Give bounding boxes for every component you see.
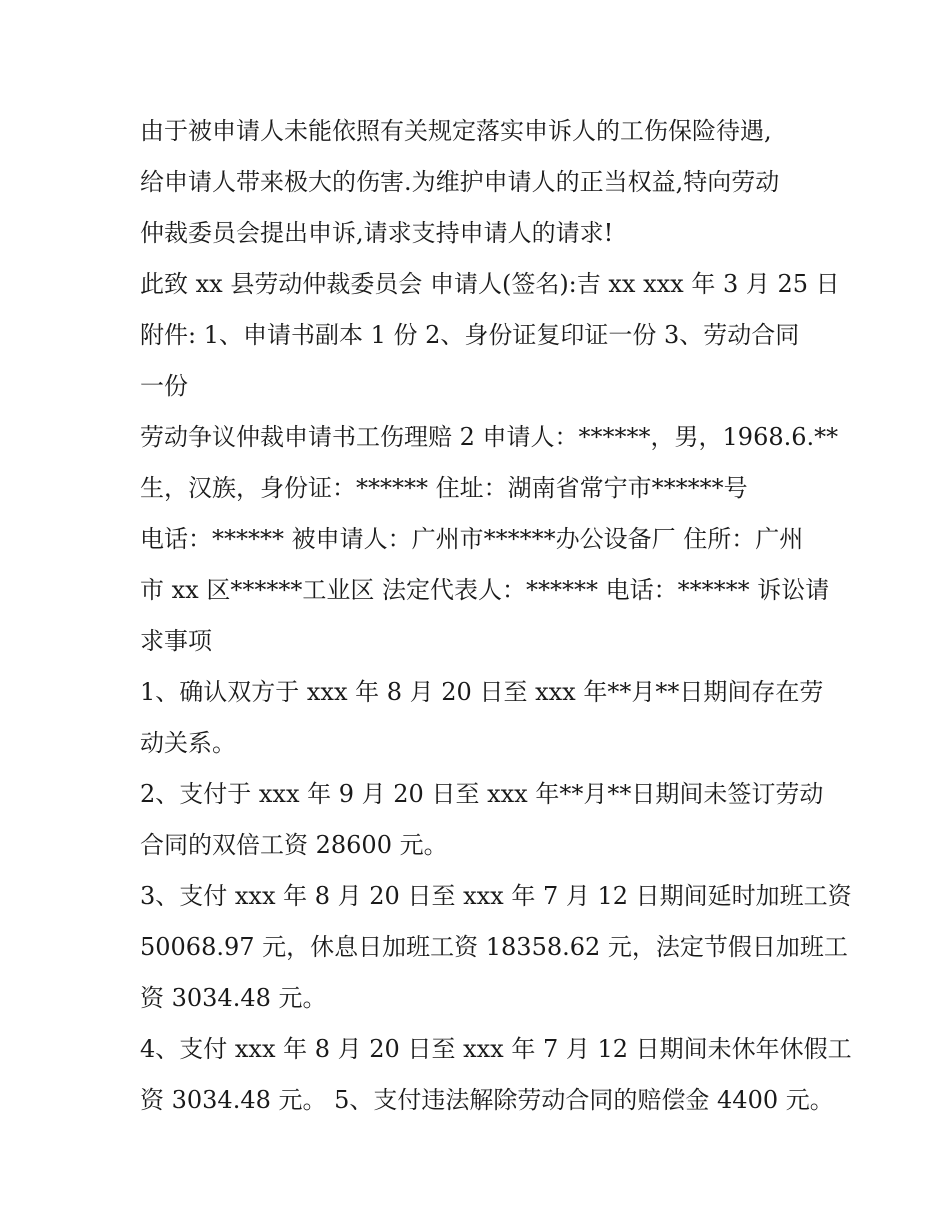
text-line: 市 xx 区******工业区 法定代表人：****** 电话：****** 诉讼请 <box>140 576 830 604</box>
text-line: 3、支付 xxx 年 8 月 20 日至 xxx 年 7 月 12 日期间延时加班工资 <box>140 882 852 910</box>
text-line: 给申请人带来极大的伤害.为维护申请人的正当权益,特向劳动 <box>140 168 780 196</box>
text-line: 劳动争议仲裁申请书工伤理赔 2 申请人：******，男，1968.6.** <box>140 423 839 451</box>
text-line: 附件: 1、申请书副本 1 份 2、身份证复印证一份 3、劳动合同 <box>140 321 800 349</box>
text-line: 此致 xx 县劳动仲裁委员会 申请人(签名):吉 xx xxx 年 3 月 25 日 <box>140 270 840 298</box>
text-line: 1、确认双方于 xxx 年 8 月 20 日至 xxx 年**月**日期间存在劳 <box>140 678 824 706</box>
text-line: 生，汉族，身份证：****** 住址：湖南省常宁市******号 <box>140 474 748 502</box>
document-body <box>140 106 852 1126</box>
text-line: 一份 <box>140 372 188 400</box>
text-line: 资 3034.48 元。 <box>140 984 327 1012</box>
text-line: 由于被申请人未能依照有关规定落实申诉人的工伤保险待遇, <box>140 117 772 145</box>
text-line: 4、支付 xxx 年 8 月 20 日至 xxx 年 7 月 12 日期间未休年休假工 <box>140 1035 852 1063</box>
text-line: 动关系。 <box>140 729 236 757</box>
text-line: 资 3034.48 元。 5、支付违法解除劳动合同的赔偿金 4400 元。 <box>140 1086 834 1114</box>
text-line: 求事项 <box>140 627 212 655</box>
text-line: 合同的双倍工资 28600 元。 <box>140 831 448 859</box>
text-line: 仲裁委员会提出申诉,请求支持申请人的请求! <box>140 219 614 247</box>
text-line: 2、支付于 xxx 年 9 月 20 日至 xxx 年**月**日期间未签订劳动 <box>140 780 824 808</box>
text-line: 电话：****** 被申请人：广州市******办公设备厂 住所：广州 <box>140 525 804 553</box>
text-line: 50068.97 元，休息日加班工资 18358.62 元，法定节假日加班工 <box>140 933 848 961</box>
